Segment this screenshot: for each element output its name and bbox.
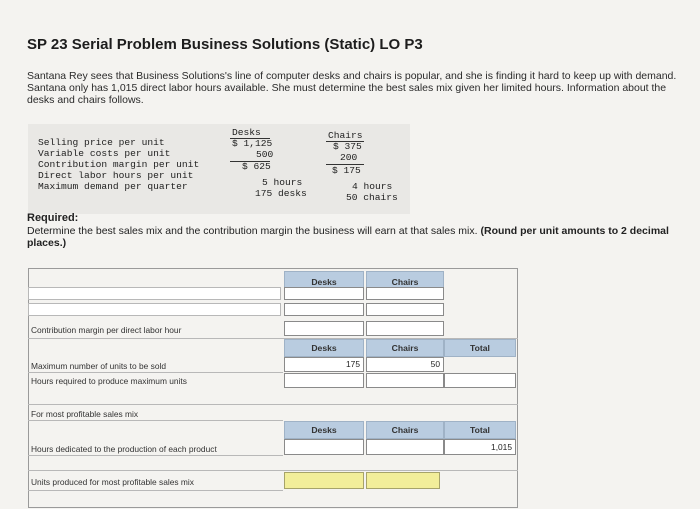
header-total-2: Total (444, 339, 516, 357)
hours-dedicated-label: Hours dedicated to the production of each product (31, 444, 217, 454)
hours-max-chairs-input[interactable] (366, 373, 444, 388)
required-text (27, 225, 687, 249)
max-units-chairs: 50 (366, 357, 444, 372)
units-produced-desks-input[interactable] (284, 472, 364, 489)
given-chairs-value: 4 hours (352, 181, 393, 192)
given-desks-value: 5 hours (262, 177, 303, 188)
given-row-label: Contribution margin per unit (38, 159, 200, 170)
rounding-note: (Round per unit amounts to 2 decimal places.) (27, 225, 669, 249)
max-units-label: Maximum number of units to be sold (31, 361, 166, 371)
row-2-label-input[interactable] (28, 303, 281, 316)
row-divider (28, 455, 283, 456)
page-title: SP 23 Serial Problem Business Solutions (Static) LO P3 (27, 36, 423, 53)
given-desks-value: 175 desks (255, 188, 307, 199)
cm-per-dlh-chairs-input[interactable] (366, 321, 444, 336)
header-desks: Desks (284, 271, 364, 293)
given-row-label: Variable costs per unit (38, 148, 171, 159)
required-heading: Required: (27, 212, 79, 224)
hours-dedicated-total: 1,015 (444, 439, 516, 455)
row-1-chairs-input[interactable] (366, 287, 444, 300)
header-desks-3: Desks (284, 421, 364, 439)
intro-paragraph: Santana Rey sees that Business Solutions's line of computer desks and chairs is popular, and she is finding it hard to keep up with demand. Santana only has 1,015 direct labor hours available. She must determine the best sales mix given her limited hours. Information about the desks and chairs follows. (27, 70, 677, 106)
given-chairs-value: 50 chairs (346, 192, 398, 203)
units-produced-label: Units produced for most profitable sales mix (31, 477, 194, 487)
row-divider (28, 420, 283, 421)
header-chairs-2: Chairs (366, 339, 444, 357)
required-instructions: Determine the best sales mix and the contribution margin the business will earn at that sales mix. (27, 225, 478, 237)
profitable-mix-label: For most profitable sales mix (31, 409, 139, 419)
given-chairs-value: $ 175 (332, 165, 361, 176)
given-row-label: Maximum demand per quarter (38, 181, 188, 192)
header-chairs-3: Chairs (366, 421, 444, 439)
given-chairs-value: $ 375 (333, 141, 362, 152)
header-desks-2: Desks (284, 339, 364, 357)
units-produced-chairs-input[interactable] (366, 472, 440, 489)
given-row-label: Direct labor hours per unit (38, 170, 194, 181)
section-divider (28, 404, 518, 405)
cm-per-dlh-desks-input[interactable] (284, 321, 364, 336)
given-col-desks: Desks (232, 127, 261, 138)
hours-max-desks-input[interactable] (284, 373, 364, 388)
row-1-label-input[interactable] (28, 287, 281, 300)
given-col-chairs: Chairs (328, 130, 363, 141)
given-desks-value: 500 (256, 149, 274, 160)
section-divider (28, 470, 518, 471)
cm-per-dlh-label: Contribution margin per direct labor hour (31, 325, 182, 335)
header-total-3: Total (444, 421, 516, 439)
hours-max-total-input[interactable] (444, 373, 516, 388)
given-desks-value: $ 1,125 (232, 138, 273, 149)
given-row-label: Selling price per unit (38, 137, 165, 148)
row-1-desks-input[interactable] (284, 287, 364, 300)
row-divider (28, 490, 283, 491)
hours-max-label: Hours required to produce maximum units (31, 376, 187, 386)
row-divider (28, 372, 283, 373)
hours-dedicated-desks-input[interactable] (284, 439, 364, 455)
hours-dedicated-chairs-input[interactable] (366, 439, 444, 455)
given-chairs-value: 200 (340, 152, 358, 163)
header-chairs: Chairs (366, 271, 444, 293)
row-2-chairs-input[interactable] (366, 303, 444, 316)
given-desks-value: $ 625 (242, 161, 271, 172)
max-units-desks: 175 (284, 357, 364, 372)
row-2-desks-input[interactable] (284, 303, 364, 316)
